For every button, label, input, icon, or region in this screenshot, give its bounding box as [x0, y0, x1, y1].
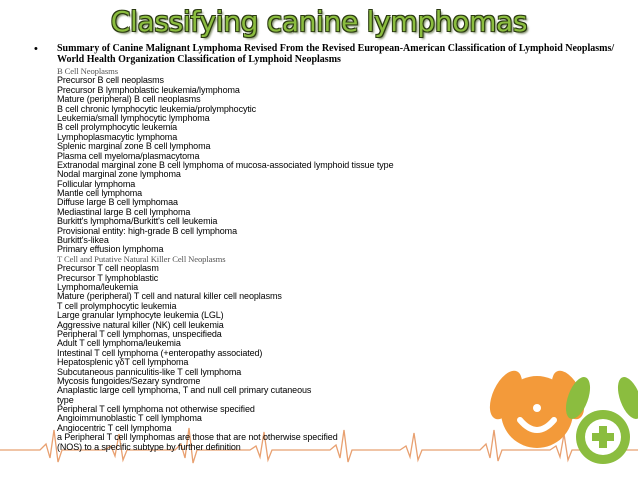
list-item: Adult T cell lymphoma/leukemia	[57, 338, 181, 349]
list-item: Precursor B lymphoblastic leukemia/lymphoma	[57, 84, 240, 95]
list-item: Precursor B cell neoplasms	[57, 75, 164, 86]
list-item: a Peripheral T cell lymphomas are those that are not otherwise specified	[57, 432, 338, 443]
list-item: Provisional entity: high-grade B cell lymphoma	[57, 225, 237, 236]
list-item: Lymphoplasmacytic lymphoma	[57, 131, 178, 142]
list-item: Mature (peripheral) B cell neoplasms	[57, 94, 201, 105]
list-item: Splenic marginal zone B cell lymphoma	[57, 141, 211, 152]
list-item: Primary effusion lymphoma	[57, 244, 164, 255]
list-item: Precursor T lymphoblastic	[57, 272, 159, 283]
list-item: Angioimmunoblastic T cell lymphoma	[57, 413, 202, 424]
list-item: T cell prolymphocytic leukemia	[57, 300, 177, 311]
slide-title: Classifying canine lymphomas	[110, 5, 528, 38]
bullet-marker: •	[34, 43, 38, 55]
list-item: Mediastinal large B cell lymphoma	[57, 206, 191, 217]
list-item: Extranodal marginal zone B cell lymphoma of mucosa-associated lymphoid tissue type	[57, 159, 394, 170]
list-item: B cell prolymphocytic leukemia	[57, 122, 178, 133]
list-item: Mycosis fungoides/Sezary syndrome	[57, 375, 201, 386]
list-item: B cell chronic lymphocytic leukemia/prolymphocytic	[57, 103, 257, 114]
section-heading: T Cell and Putative Natural Killer Cell Neoplasms	[57, 253, 226, 264]
list-item: Diffuse large B cell lymphomaa	[57, 197, 178, 208]
list-item: Anaplastic large cell lymphoma, T and null cell primary cutaneous	[57, 385, 312, 396]
section-heading: B Cell Neoplasms	[57, 66, 118, 76]
list-item: Precursor T cell neoplasm	[57, 263, 159, 274]
list-item: Subcutaneous panniculitis-like T cell lymphoma	[57, 366, 242, 377]
list-item: Lymphoma/leukemia	[57, 281, 139, 292]
list-item: Intestinal T cell lymphoma (+enteropathy associated)	[57, 347, 263, 358]
list-item: Angiocentric T cell lymphoma	[57, 422, 172, 433]
list-item: Hepatosplenic γδT cell lymphoma	[57, 357, 189, 368]
list-item: Plasma cell myeloma/plasmacytoma	[57, 150, 200, 161]
list-item: type	[57, 394, 74, 405]
list-item: Mantle cell lymphoma	[57, 188, 143, 199]
list-item: Nodal marginal zone lymphoma	[57, 169, 181, 180]
list-item: Large granular lymphocyte leukemia (LGL)	[57, 310, 224, 321]
list-item: Leukemia/small lymphocytic lymphoma	[57, 112, 210, 123]
summary-heading: Summary of Canine Malignant Lymphoma Revised From the Revised European-American Classification of Lymphoid Neoplasms/ World Health Organization Classification of Lymphoid Neoplasms	[57, 43, 615, 65]
list-item: Aggressive natural killer (NK) cell leukemia	[57, 319, 224, 330]
list-item: Follicular lymphoma	[57, 178, 136, 189]
list-item: (NOS) to a specific subtype by further definition	[57, 441, 241, 452]
list-item: Peripheral T cell lymphomas, unspecifiedа	[57, 328, 222, 339]
list-item: Mature (peripheral) T cell and natural killer cell neoplasms	[57, 291, 282, 302]
classification-list	[57, 67, 457, 452]
list-item: Peripheral T cell lymphoma not otherwise specified	[57, 404, 255, 415]
list-item: Burkitt's lymphoma/Burkitt's cell leukemia	[57, 216, 218, 227]
list-item: Burkitt's-likea	[57, 235, 109, 246]
